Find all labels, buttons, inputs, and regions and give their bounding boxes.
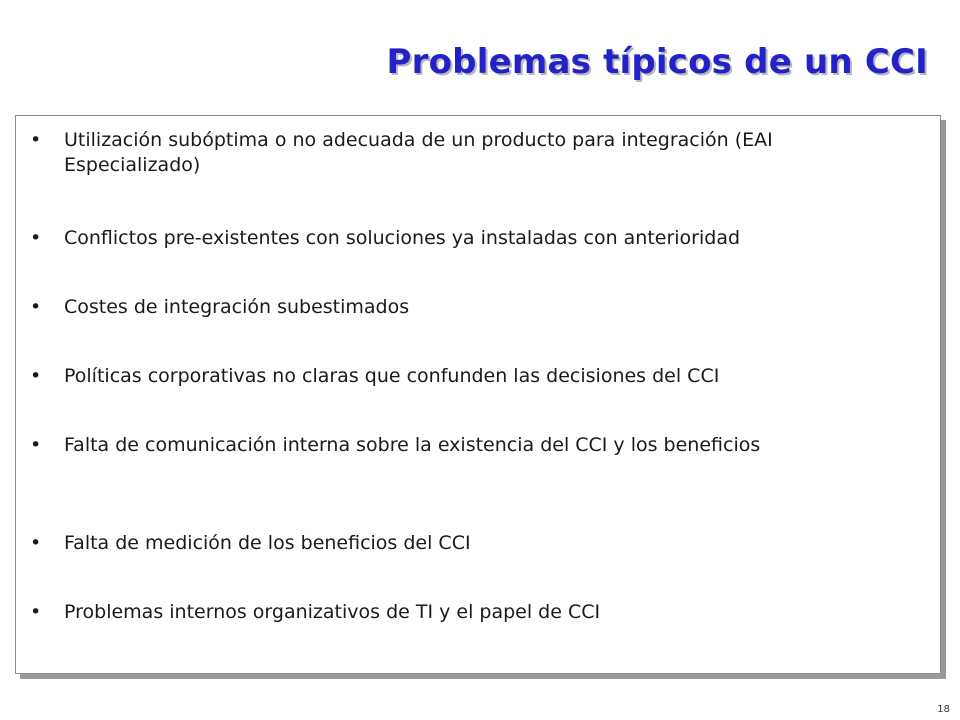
content-box bbox=[15, 115, 941, 674]
bullet-marker: • bbox=[30, 296, 42, 318]
bullet-marker: • bbox=[30, 129, 42, 151]
bullet-text: Políticas corporativas no claras que confunden las decisiones del CCI bbox=[64, 365, 720, 387]
bullet-marker: • bbox=[30, 365, 42, 387]
slide-title: Problemas típicos de un CCI bbox=[386, 42, 928, 82]
page-number: 18 bbox=[937, 704, 950, 715]
bullet-text: Falta de medición de los beneficios del CCI bbox=[64, 532, 471, 554]
bullet-text: Falta de comunicación interna sobre la existencia del CCI y los beneficios bbox=[64, 434, 761, 456]
bullet-marker: • bbox=[30, 434, 42, 456]
bullet-marker: • bbox=[30, 601, 42, 623]
bullet-text: Problemas internos organizativos de TI y el papel de CCI bbox=[64, 601, 601, 623]
bullet-marker: • bbox=[30, 227, 42, 249]
bullet-text: Conflictos pre-existentes con soluciones ya instaladas con anterioridad bbox=[64, 227, 741, 249]
bullet-text: Utilización subóptima o no adecuada de un producto para integración (EAI Especializado) bbox=[64, 129, 773, 176]
bullet-text: Costes de integración subestimados bbox=[64, 296, 410, 318]
bullet-marker: • bbox=[30, 532, 42, 554]
